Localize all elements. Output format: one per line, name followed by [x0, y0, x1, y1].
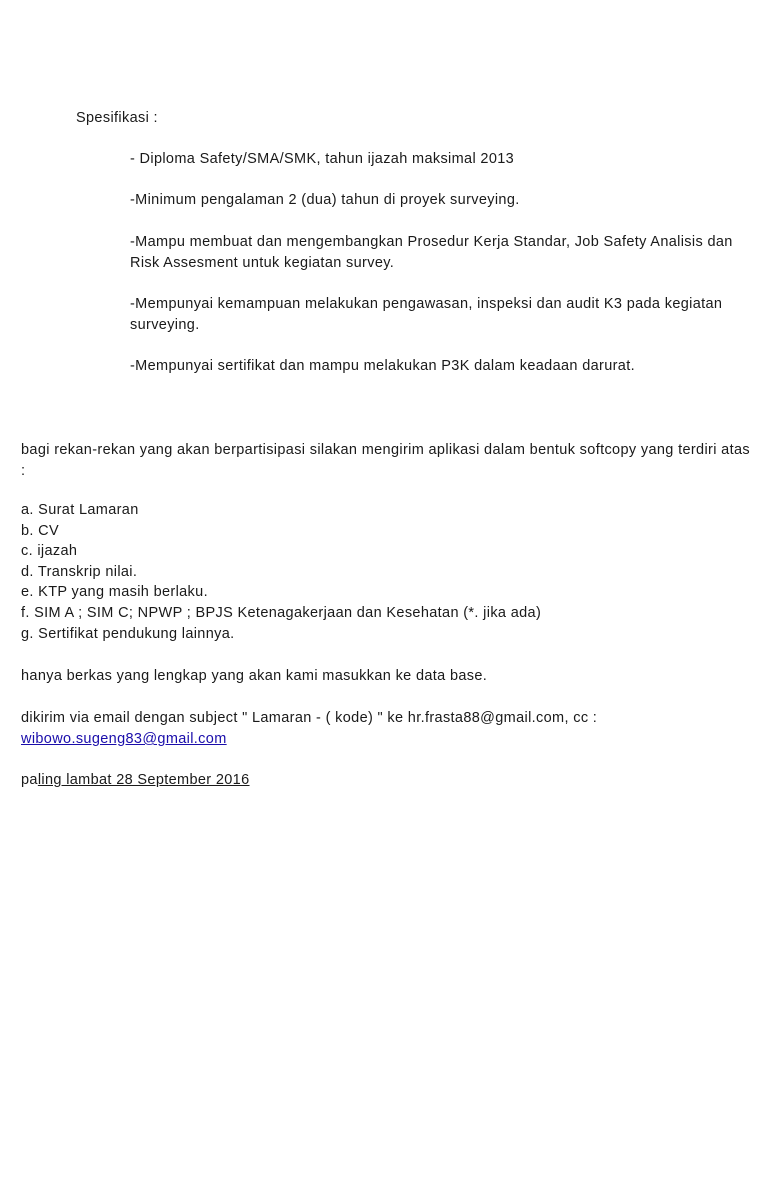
- cc-email-line: [21, 729, 227, 749]
- spec-item-procedures: -Mampu membuat dan mengembangkan Prosedur Kerja Standar, Job Safety Analisis dan Risk Assesment untuk kegiatan survey.: [130, 234, 733, 271]
- list-item: e. KTP yang masih berlaku.: [21, 584, 208, 601]
- deadline-text: [21, 770, 250, 790]
- spec-item-experience: -Minimum pengalaman 2 (dua) tahun di proyek surveying.: [130, 192, 520, 208]
- spec-item-first-aid: -Mempunyai sertifikat dan mampu melakukan P3K dalam keadaan darurat.: [130, 358, 635, 374]
- list-item: d. Transkrip nilai.: [21, 563, 138, 580]
- deadline-date: ling lambat 28 September 2016: [37, 772, 250, 788]
- spesifikasi-heading: Spesifikasi :: [76, 110, 158, 126]
- spec-item-diploma: - Diploma Safety/SMA/SMK, tahun ijazah maksimal 2013: [130, 151, 515, 167]
- list-item: g. Sertifikat pendukung lainnya.: [21, 625, 235, 642]
- email-instruction: dikirim via email dengan subject " Lamaran - ( kode) " ke hr.frasta88@gmail.com, cc :: [21, 710, 598, 726]
- deadline-prefix: pa: [21, 772, 38, 788]
- list-item: c. ijazah: [21, 543, 78, 560]
- cc-email-link[interactable]: wibowo.sugeng83@gmail.com: [21, 731, 227, 747]
- application-intro: bagi rekan-rekan yang akan berpartisipasi silakan mengirim aplikasi dalam bentuk softcopy yang terdiri atas :: [21, 442, 750, 479]
- spec-item-supervision: -Mempunyai kemampuan melakukan pengawasan, inspeksi dan audit K3 pada kegiatan surveying.: [130, 296, 723, 333]
- list-item: f. SIM A ; SIM C; NPWP ; BPJS Ketenagakerjaan dan Kesehatan (*. jika ada): [21, 604, 542, 621]
- list-item: a. Surat Lamaran: [21, 502, 139, 518]
- list-item: b. CV: [21, 522, 60, 539]
- complete-files-note: hanya berkas yang lengkap yang akan kami masukkan ke data base.: [21, 668, 488, 684]
- document-list: [21, 500, 541, 644]
